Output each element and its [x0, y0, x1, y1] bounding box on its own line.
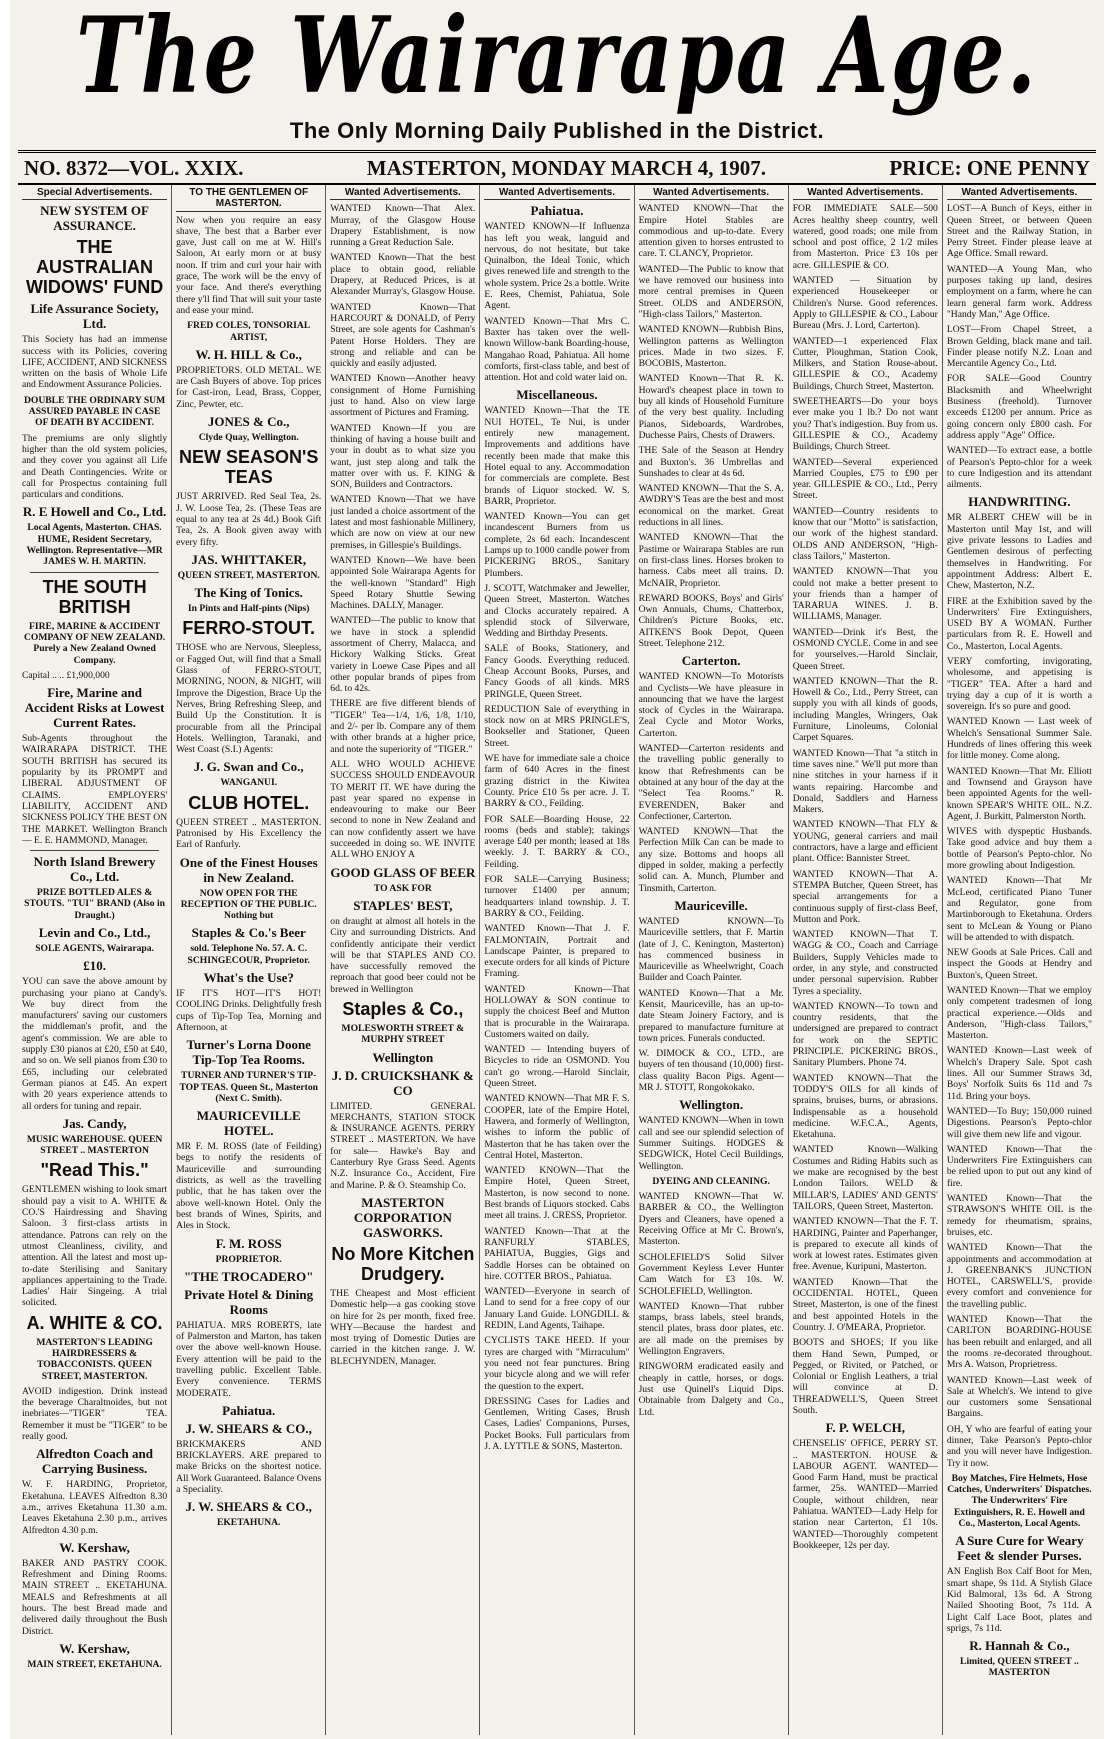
ad-text: WANTED KNOWN—When in town call and see our splendid selection of Summer Suitings. HODGES & SEDGWICK, Hotel Cecil Buildings, Wellington. — [638, 1115, 784, 1172]
ad-text: WANTED KNOWN—That the S. A. AWDRY'S Teas are the best and most economical on the market. Great reductions in all lines. — [638, 483, 784, 529]
ad-text: THE Cheapest and Most efficient Domestic help—a gas cooking stove on hire for 2s per month, fixed free. WHY—Because the hardest and most trying of Domestic Duties are carried in the kitchen range. J. W. BLECHYNDEN, Manager. — [330, 1287, 476, 1367]
ad-text: WANTED—To Buy; 150,000 ruined Digestions. Pearson's Pepto-chlor will give them new life and vigour. — [946, 1105, 1092, 1140]
ad-heading: A. WHITE & CO. — [26, 1312, 163, 1333]
ad-heading: Alfredton Coach and Carrying Business. — [36, 1446, 153, 1477]
ad-text: WANTED Known—That HOLLOWAY & SON continue to supply the choicest Beef and Mutton that is procurable in the Wairarapa. Customers waited on daily. — [484, 983, 630, 1040]
ad-heading: Jas. Candy, — [62, 1115, 127, 1131]
ad-text: MASTERTON'S LEADING HAIRDRESSERS & TOBACCONISTS. QUEEN STREET, MASTERTON. — [36, 1336, 153, 1382]
ad-text: WANTED KNOWN—That the R. Howell & Co., Ltd., Perry Street, can supply you with all kinds of goods, including Mangles, Wringers, Oak Furniture, Linoleums, Colonial Carpet Squares. — [792, 675, 938, 744]
ad-text: SOLE AGENTS, Wairarapa. — [35, 942, 154, 954]
ad-heading: Staples & Co., — [342, 999, 464, 1019]
divider — [30, 572, 159, 573]
ad-text: Local Agents, Masterton. CHAS. HUME, Resident Secretary, Wellington. Representative—MR JAMES W. H. MARTIN. — [26, 522, 163, 568]
ad-text: WANTED KNOWN—Rubbish Bins, Wellington patterns as Wellington prices. Made in two sizes. F. BOCOBIS, Masterton. — [638, 324, 784, 370]
ad-text: WANTED—The Public to know that we have removed our business into more central premises in Queen Street. OLDS and ANDERSON, "High-class Tailors," Masterton. — [638, 263, 784, 320]
ad-text: WANTED — Situation by experienced Housekeeper or Children's Nurse. Good references. Apply to GILLESPIE & CO., Labour Bureau (Mrs. J. Lord, Carterton). — [792, 275, 938, 332]
ad-text: FOR SALE—Boarding House, 22 rooms (beds and stable); takings average £40 per month; leased at 18s weekly. J. T. BARRY & CO., Feilding. — [484, 813, 630, 870]
ad-text: QUEEN STREET, MASTERTON. — [177, 569, 320, 581]
ad-text: REDUCTION Sale of everything in stock now on at MRS PRINGLE'S, Bookseller and Stationer, Queen Street. — [484, 703, 630, 749]
ad-heading: W. Kershaw, — [59, 1539, 130, 1555]
ad-text: AVOID indigestion. Drink instead the beverage Charaltnoides, but not inebriates—"TIGER" TEA. Remember it must be "TIGER" to be really good. — [22, 1385, 168, 1443]
ad-heading: R. Hannah & Co., — [969, 1638, 1070, 1654]
ad-text: WANTED KNOWN—That FLY & YOUNG, general carriers and mail contractors, have a large and efficient plant. Office: Bannister Street. — [792, 819, 938, 865]
column-5 — [635, 185, 789, 1735]
ad-text: CYCLISTS TAKE HEED. If your tyres are charged with "Mirraculum" you need not fear punctures. Bring your bicycle along and we will refer the question to the expert. — [484, 1335, 630, 1392]
ad-heading: NEW SEASON'S TEAS — [179, 447, 319, 488]
ad-text: WANTED—To extract ease, a bottle of Pearson's Pepto-chlor for a week to cure Indigestion and its attendant ailments. — [946, 445, 1092, 491]
ad-text: PAHIATUA. MRS ROBERTS, late of Palmerston and Marton, has taken over the above well-known House. Every attention will be paid to the travelling public. Excellent Table. Every convenience. TERMS MODERATE. — [176, 1319, 322, 1399]
ad-text: GENTLEMEN wishing to look smart should pay a visit to A. WHITE & CO.'S Hairdressing and Shaving Saloon. 3 first-class artists in attendance. Patrons can rely on the utmost Cleanliness, civility, and attention. All the latest and most up-to-date Sterilising and Sanitary appliances appertaining to the Trade. Ladies' Hair Singeing. A trial solicited. — [22, 1184, 168, 1309]
column-6 — [789, 185, 943, 1735]
ad-text: MAIN STREET, EKETAHUNA. — [27, 1658, 162, 1670]
ad-heading: Life Assurance Society, Ltd. — [30, 301, 159, 332]
ad-text: WANTED KNOWN—That the Empire Hotel Stables are commodious and up-to-date. Every attention given to horses entrusted to care. T. CLANCY, Proprietor. — [638, 203, 784, 260]
ad-text: VERY comforting, invigorating, wholesome, and appetising is "TIGER" TEA. After a hard and trying day a cup of it is worth a sovereign. It's so pure and good. — [946, 655, 1092, 713]
ad-text: WANTED Known—That Mr McLeod, certificated Piano Tuner and Regulator, gone from Martinborough to Eketahuna. Orders sent to McLean & Young or Piano will be attended to with dispatch. — [946, 875, 1092, 943]
ad-text: WANTED Known—That the STRAWSON'S WHITE OIL is the remedy for rheumatism, sprains, bruises, etc. — [946, 1193, 1092, 1238]
ad-text: WANTED KNOWN—To Mauriceville settlers, that F. Martin (late of J. C. Kenington, Masterton) has commenced business in Mauriceville as Wheelwright, Coach Builder and Coach Painter. — [638, 915, 784, 984]
section-header: Wanted Advertisements. — [793, 187, 938, 200]
issue-price: PRICE: ONE PENNY — [889, 155, 1090, 180]
ad-text: MR F. M. ROSS (late of Feilding) begs to notify the residents of Mauriceville and surrounding districts, as well as the travelling public, that he has taken over the above well-known Hotel. Only the best brands of Wines, Spirits, and Ales in Stock. — [176, 1141, 322, 1232]
ad-text: WANTED Known—That we have just landed a choice assortment of the latest and most fashionable Millinery, which are now on view at our new premises, in Gillespie's Buildings. — [330, 494, 476, 551]
ad-heading: North Island Brewery Co., Ltd. — [33, 854, 156, 885]
ad-text: Capital .. .. £1,900,000 — [22, 669, 110, 681]
ad-text: W. F. HARDING, Proprietor, Eketahuna. LEAVES Alfredton 8.30 a.m., arrives Eketahuna 11.30 a.m. Leaves Eketahuna 2.30 p.m., arrives Alfredton 4.30 p.m. — [22, 1479, 168, 1536]
ad-text: WANTED Known—That HARCOURT & DONALD, of Perry Street, are sole agents for Cashman's Patent Horse Holders. They are strong and reliable and can be quickly and easily adjusted. — [330, 301, 476, 370]
ad-text: WANTED Known—That a Mr. Kensit, Mauriceville, has an up-to-date Steam Joinery Factory, and is prepared to manufacture furniture at town prices. Funerals conducted. — [638, 987, 784, 1044]
newspaper-page — [10, 0, 1104, 1739]
ad-heading: Staples & Co.'s Beer — [191, 925, 306, 941]
section-header: TO THE GENTLEMEN OF MASTERTON. — [176, 187, 321, 212]
ad-text: IF IT'S HOT—IT'S HOT! COOLING Drinks. Delightfully fresh cups of Tip-Top Tea, Morning and Afternoon, at — [176, 988, 322, 1033]
ad-heading: J. D. CRUICKSHANK & CO — [331, 1067, 474, 1098]
ad-heading: W. Kershaw, — [59, 1640, 130, 1656]
ad-heading: F. M. ROSS — [215, 1235, 282, 1251]
ad-text: LOST—A Bunch of Keys, either in Queen Street, or between Queen Street and the Railway Station, in Perry Street. Finder please leave at Age Office. Small reward. — [946, 203, 1092, 260]
ad-text: RINGWORM eradicated easily and cheaply in cattle, horses, or dogs. Just use Quinell's Liquid Dips. Obtainable from Dalgety and Co., Ltd. — [638, 1361, 784, 1418]
section-header: Wanted Advertisements. — [639, 187, 784, 200]
ad-heading: Turner's Lorna Doone Tip-Top Tea Rooms. — [186, 1037, 311, 1068]
ad-text: WANTED KNOWN—That the Perfection Milk Can can be made to any size. Bottoms and hoops all dipped in solder, making a perfectly solid can. A. Munch, Plumber and Tinsmith, Carterton. — [638, 826, 784, 894]
ad-heading: Pahiatua. — [222, 1402, 276, 1418]
ad-text: FRED COLES, TONSORIAL ARTIST, — [187, 320, 311, 343]
ad-text: Clyde Quay, Wellington. — [198, 432, 299, 444]
ad-text: WANTED — Intending buyers of Bicycles to ride an OSMOND. You can't go wrong.—Harold Sinclair, Queen Street. — [484, 1044, 630, 1090]
ad-text: NEW Goods at Sale Prices. Call and inspect the Goods at Hendry and Buxton's, Queen Street. — [946, 947, 1092, 981]
ad-text: Sub-Agents throughout the WAIRARAPA DISTRICT. THE SOUTH BRITISH has secured its popularity by its PROMPT and LIBERAL ADJUSTMENT OF CLAIMS. EMPLOYERS' LIABILITY, ACCIDENT AND SICKNESS POLICY THE BEST ON THE MARKET. Wellington Branch— E. E. HAMMOND, Manager. — [22, 733, 168, 846]
ad-heading: "THE TROCADERO" — [184, 1268, 314, 1284]
ad-text: DRESSING Cases for Ladies and Gentlemen, Writing Cases, Brush Cases, Ladies' Companions, Purses, Pocket Books. Full particulars from J. A. LYTTLE & SONS, Masterton. — [484, 1395, 630, 1452]
ad-text: CHENSELIS' OFFICE, PERRY ST. .. MASTERTON. HOUSE & LABOUR AGENT. WANTED—Good Farm Hand, must be practical farmer, 25s. WANTED—Married Couple, without children, near Pahiatua. WANTED—Lady Help for station near Carterton, £1 10s. WANTED—Thoroughly competent Bookkeeper, 12s per day. — [792, 1438, 938, 1551]
column-2 — [172, 185, 326, 1735]
ad-text: In Pints and Half-pints (Nips) — [187, 603, 310, 615]
ad-text: FOR IMMEDIATE SALE—500 Acres healthy sheep country, well watered, good roads; one mile from school and post office, 2 1/2 miles from Masterton. Price £3 10s per acre. GILLESPIE & CO. — [792, 203, 938, 271]
ad-text: WANTED—The public to know that we have in stock a splendid assortment of Cherry, Malacca, and Hickory Walking Sticks. Great variety in Loewe Case Pipes and all other popular brands of pipes from 6d. to 42s. — [330, 615, 476, 695]
ad-text: SWEETHEARTS—Do your boys ever make you 1 lb.? Do not want you? That's indigestion. Buy from us. GILLESPIE & CO., Academy Buildings, Church Street. — [792, 396, 938, 453]
ad-text: WIVES with dyspeptic Husbands. Take good advice and buy them a bottle of Pearson's Pepto-chlor. No more growling about Indigestion. — [946, 826, 1092, 872]
ad-text: FOR SALE—Carrying Business; turnover £1400 per annum; headquarters inland township. J. T. BARRY & CO., Feilding. — [484, 874, 630, 919]
ad-text: DYEING AND CLEANING. — [652, 1175, 770, 1187]
ad-text: WANTED Known — Last week of Whelch's Sensational Summer Sale. Hundreds of lines offering this week for little money. Come along. — [946, 716, 1092, 762]
ad-text: WANTED KNOWN—That the F. T. HARDING, Painter and Paperhanger, is prepared to execute all kinds of work at lowest rates. Estimates given free. Avenue, Kuripuni, Masterton. — [792, 1216, 938, 1273]
ad-heading: £10. — [83, 958, 106, 974]
ad-heading: Miscellaneous. — [516, 387, 598, 403]
ad-text: LIMITED. GENERAL MERCHANTS, STATION STOCK & INSURANCE AGENTS. PERRY STREET .. MASTERTON. We have for sale— Hawke's Bay and Canterbury Rye Grass Seed. Agents N.Z. Insurance Co., Accident, Fire and Marine. P. & O. Steamship Co. — [330, 1100, 476, 1191]
column-7 — [943, 185, 1096, 1735]
ad-text: WANTED Known—That "a stitch in time saves nine." We'll put more than nine stitches in your harness if it wants repairing. Harcombe and Donald, Saddlers and Harness Makers. — [792, 747, 938, 816]
ad-text: ALL WHO WOULD ACHIEVE SUCCESS SHOULD ENDEAVOUR TO MERIT IT. WE have during the past year spared no expense in endeavouring to make our Beer second to none in New Zealand and can now confidently assert we have succeeded in doing so. WE INVITE ALL WHO ENJOY A — [330, 758, 476, 861]
ad-text: OH, Y who are fearful of eating your dinner, Take Pearson's Pepto-chlor and you will never have Indigestion. Try it now. — [946, 1423, 1092, 1469]
ad-text: WE have for immediate sale a choice farm of 640 Acres in the finest grazing district in the Kiwitea County. Price £10 5s per acre. J. T. BARRY & CO., Feilding. — [484, 753, 630, 810]
ad-heading: One of the Finest Houses in New Zealand. — [179, 854, 318, 885]
ad-text: J. SCOTT, Watchmaker and Jeweller, Queen Street, Masterton. Watches and Clocks accurately repaired. A splendid stock of Silverware, Wedding and Birthday Presents. — [484, 582, 630, 640]
ad-heading: CLUB HOTEL. — [188, 792, 310, 813]
column-1 — [18, 185, 172, 1735]
divider — [30, 850, 159, 851]
ad-text: SALE of Books, Stationery, and Fancy Goods. Everything reduced. Cheap Account Books, Purses, and Fancy Goods of all kinds. MRS PRINGLE, Queen Street. — [484, 643, 630, 700]
ad-heading: "Read This." — [40, 1160, 149, 1181]
ad-text: THERE are five different blends of "TIGER" Tea—1/4, 1/6, 1/8, 1/10, and 2/- per lb. Compare any of them with other brands at a higher price, and note the superiority of "TIGER." — [330, 698, 476, 755]
ad-heading: J. W. SHEARS & CO., — [185, 1420, 312, 1436]
masthead-tagline: The Only Morning Daily Published in the District. — [289, 118, 825, 143]
ad-text: WANTED Known—Last week of Whelch's Drapery Sale. Spot cash lines. All our Summer Straws 3d, Boys' Norfolk Suits 6s 11d and 7s 11d. Bring your boys. — [946, 1045, 1092, 1102]
ad-text: THE Sale of the Season at Hendry and Buxton's. 36 Umbrellas and Sunshades to clear at 4s 6d. — [638, 445, 784, 479]
ad-heading: THE AUSTRALIAN WIDOWS' FUND — [25, 237, 164, 298]
ad-text: WANTED KNOWN—That you could not make a better present to your friends than a hamper of TARARUA WINES. J. B. WILLIAMS, Manager. — [792, 566, 938, 623]
ad-text: FIRE, MARINE & ACCIDENT COMPANY OF NEW ZEALAND. Purely a New Zealand Owned Company. — [23, 620, 166, 666]
ad-heading: GOOD GLASS OF BEER — [330, 864, 476, 880]
ad-text: WANTED KNOWN—To Motorists and Cyclists—We have pleasure in announcing that we have the largest stock of Cycles in the Wairarapa. Zeal Cycle and Motor Works, Carterton. — [638, 671, 784, 739]
ad-heading: THE SOUTH BRITISH — [42, 576, 147, 617]
ad-text: WANTED Known—You can get incandescent Burners from us complete, 2s 6d each. Incandescent Lamps up to 1000 candle power from PICKERING BROS., Sanitary Plumbers. — [484, 511, 630, 579]
ad-text: WANTED Known—That Mr. Elliott and Townsend and Grayson have been appointed Agents for the well-known SPEAR'S WHITE OIL. N.Z. Agent, J. Burkitt, Palmerston North. — [946, 765, 1092, 822]
ad-text: TURNER AND TURNER'S TIP-TOP TEAS. Queen St., Masterton (Next C. Smith). — [179, 1070, 318, 1104]
ad-text: BRICKMAKERS AND BRICKLAYERS. ARE prepared to make Bricks on the shortest notice. All Work Guaranteed. Balance Ovens a Speciality. — [176, 1438, 322, 1496]
ad-heading: HANDWRITING. — [968, 494, 1071, 510]
ad-heading: FERRO-STOUT. — [182, 618, 316, 639]
section-header: Special Advertisements. — [22, 187, 167, 200]
ad-text: WANTED Known—If you are thinking of having a house built and your in doubt as to what size you want, just step along and talk the matter over with us. F. KING & SON, Builders and Contractors. — [330, 422, 476, 491]
ad-text: WANTED—Country residents to know that our "Motto" is satisfaction, our work of the highest standard. OLDS AND ANDERSON, "High-class Tailors," Masterton. — [792, 505, 938, 562]
ad-text: Boy Matches, Fire Helmets, Hose Catches, Underwriters' Dispatches. The Underwriters' Fire Extinguishers, R. E. Howell and Co., Masterton, Local Agents. — [947, 1472, 1092, 1530]
ad-text: WANGANUI. — [220, 777, 278, 789]
ad-text: EKETAHUNA. — [216, 1517, 281, 1529]
ad-text: WANTED Known—That Mrs C. Baxter has taken over the well-known Willow-bank Boarding-house, Mangahao Road, Pahiatua. All home comforts, first-class table, and best of attention. Hot and cold water laid on. — [484, 315, 630, 384]
ad-text: DOUBLE THE ORDINARY SUM ASSURED PAYABLE IN CASE OF DEATH BY ACCIDENT. — [23, 394, 166, 429]
ad-heading: R. E Howell and Co., Ltd. — [22, 504, 167, 520]
ad-text: JUST ARRIVED. Red Seal Tea, 2s. J. W. Loose Tea, 2s. (These Teas are equal to any tea at 2s 4d.) Book Gift Tea, 2s. A Book given away with every fifty. — [176, 491, 322, 548]
ad-text: WANTED KNOWN—If Influenza has left you weak, languid and nervous, do not hesitate, but take Quinalbon, the Ideal Tonic, which gives renewed life and strength to the whole system. Price 2s a bottle. Write E. Rees, Chemist, Pahiatua, Sole Agent. — [484, 221, 630, 312]
ad-text: The premiums are only slightly higher than the old system policies, and they cover you against all Life and Death Contingencies. Write or call for Prospectus containing full particulars and conditions. — [22, 432, 168, 501]
section-header: Wanted Advertisements. — [484, 187, 629, 200]
ad-heading: W. H. HILL & Co., — [195, 346, 302, 362]
ad-heading: Mauriceville. — [674, 897, 748, 913]
ad-text: WANTED KNOWN—That the Pastime or Wairarapa Stables are run on first-class lines. Horses broken to harness. Cabs meet all trains. D. McNAIR, Proprietor. — [638, 532, 784, 589]
ad-heading: F. P. WELCH, — [825, 1420, 905, 1436]
ad-text: WANTED Known—Walking Costumes and Riding Habits such as we make are recognised by the best London Tailors. WELD & MILLAR'S, LADIES' AND GENTS' TAILORS, Queen Street, Masterton. — [792, 1144, 938, 1212]
ad-text: WANTED Known—That at the RANFURLY STABLES, PAHIATUA, Buggies, Gigs and Saddle Horses can be obtained on hire. COTTER BROS., Pahiatua. — [484, 1225, 630, 1282]
section-header: Wanted Advertisements. — [947, 187, 1092, 200]
ad-text: WANTED Known—Last week of Sale at Whelch's. We intend to give our customers some Sensational Bargains. — [946, 1374, 1092, 1420]
ad-text: LOST—From Chapel Street, a Brown Gelding, black mane and tail. Finder please notify N.Z. Loan and Mercantile Agency Co., Ltd. — [946, 324, 1092, 370]
ad-text: WANTED—Carterton residents and the travelling public generally to know that Refreshments can be obtained at any hour of the day at the "Select Tea Rooms." R. EVERENDEN, Baker and Confectioner, Carterton. — [638, 743, 784, 822]
ad-text: This Society has had an immense success with its Policies, covering LIFE, ACCIDENT, AND SICKNESS written on the basis of Whole Life and Endowment Assurance Policies. — [22, 334, 168, 391]
ad-heading: Wellington — [372, 1049, 434, 1065]
ad-text: WANTED Known—That we employ only competent tradesmen of long practical experience.—Olds and Anderson, "High-class Tailors," Masterton. — [946, 985, 1092, 1042]
ad-text: WANTED Known—That the OCCIDENTAL HOTEL, Queen Street, Masterton, is one of the finest and best appointed Hotels in the Country. J. O'MEARA, Proprietor. — [792, 1276, 938, 1333]
ad-text: WANTED Known—That the best place to obtain good, reliable Drapery, at Reduced Prices, is at Alexander Murray's, Glasgow House. — [330, 252, 476, 298]
ad-text: WANTED Known—That the appointments and accommodation at J. GREENBANK'S JUNCTION HOTEL, CARSWELL'S, provide every comfort and convenience for the travelling public. — [946, 1242, 1092, 1310]
ad-text: PROPRIETOR. — [215, 1253, 282, 1265]
ad-text: WANTED Known—That the CARLTON BOARDING-HOUSE has been rebuilt and enlarged, and all the rooms re-decorated throughout. Mrs A. Watson, Proprietress. — [946, 1314, 1092, 1371]
ad-text: MUSIC WAREHOUSE. QUEEN STREET .. MASTERTON — [26, 1133, 163, 1157]
column-4 — [480, 185, 634, 1735]
ad-text: WANTED—Everyone in search of Land to send for a free copy of our January Land Guide. LONGDILL & REDIN, Land Agents, Taihape. — [484, 1286, 630, 1332]
ad-text: FOR SALE—Good Country Blacksmith and Wheelwright Business (freehold). Turnover exceeds £1200 per annum. Price as going concern only £800 cash. For address apply "Age" Office. — [946, 373, 1092, 441]
ad-heading: J. W. SHEARS & CO., — [185, 1499, 312, 1515]
ad-text: WANTED Known—Another heavy consignment of Home Furnishing just to hand. Also on view large assortment of Pictures and Framing. — [330, 373, 476, 419]
ad-text: TO ASK FOR — [373, 882, 432, 894]
ad-heading: MASTERTON CORPORATION GASWORKS. — [353, 1194, 452, 1240]
ad-heading: STAPLES' BEST, — [353, 897, 453, 913]
ad-text: FIRE at the Exhibition saved by the Underwriters' Fire Extinguishers, USED BY A WOMAN. Further particulars from R. E. Howell and Co., Masterton, Local Agents. — [946, 595, 1092, 652]
ad-heading: Carterton. — [681, 653, 741, 669]
ad-text: Limited, QUEEN STREET .. MASTERTON — [960, 1656, 1079, 1679]
ad-heading: What's the Use? — [203, 970, 294, 986]
ad-text: on draught at almost all hotels in the City and surrounding Districts. And confidently anticipate their verdict will be that STAPLES AND CO. have successfully removed the reproach that good beer could not be brewed in Wellington — [330, 915, 476, 995]
ad-text: WANTED Known—That Alex. Murray, of the Glasgow House Drapery Establishment, is now running a Great Reduction Sale. — [330, 203, 476, 249]
column-3 — [326, 185, 480, 1735]
ad-text: WANTED KNOWN—That T. WAGG & CO., Coach and Carriage Builders, Supply Vehicles made to order, in any style, and constructed under personal supervision. Rubber Tyres a speciality. — [792, 929, 938, 997]
ad-text: WANTED KNOWN—That the Empire Hotel, Queen Street, Masterton, is now second to none. Best brands of Liquors stocked. Cabs meet all trains. J. CRESS, Proprietor. — [484, 1165, 630, 1222]
ad-text: W. DIMOCK & CO., LTD., are buyers of ten thousand (10,000) first-class quality Bacon Pigs. Agent—MR J. STOTT, Rongokokako. — [638, 1048, 784, 1094]
ad-text: SCHOLEFIELD'S Solid Silver Government Keyless Lever Hunter Cam Watch for £3 10s. W. SCHOLEFIELD, Wellington. — [638, 1251, 784, 1297]
ad-text: THOSE who are Nervous, Sleepless, or Fagged Out, will find that a Small Glass of FERRO-STOUT, MORNING, NOON, & NIGHT, will Improve the Digestion, Brace Up the Nerves, Bring Refreshing Sleep, and Build Up the Constitution. It is procurable from all the Principal Hotels. Wellington, Taranaki, and West Coast (S.I.) Agents: — [176, 642, 322, 756]
ad-text: MOLESWORTH STREET & MURPHY STREET — [341, 1023, 465, 1046]
ad-text: MR ALBERT CHEW will be in Masterton until May 1st, and will give private lessons to Ladies and Gentlemen desirous of perfecting themselves in Handwriting. For appointment Address: Albert E. Chew, Masterton, N.Z. — [946, 512, 1092, 592]
ad-text: WANTED Known—We have been appointed Sole Wairarapa Agents for the well-known "Standard" High Speed Rotary Shuttle Sewing Machines. DALLY, Manager. — [330, 554, 476, 612]
ad-text: WANTED—Several experienced Married Couples, £75 to £90 per year. GILLESPIE & CO., Ltd., Perry Street. — [792, 456, 938, 502]
ad-heading: Wellington. — [679, 1097, 744, 1113]
ad-text: WANTED KNOWN—That MR F. S. COOPER, late of the Empire Hotel, Hawera, and formerly of Wellington, wishes to inform the public of Masterton that he has taken over the Central Hotel, Masterton. — [484, 1093, 630, 1161]
ad-text: YOU can save the above amount by purchasing your piano at Candy's. We buy direct from the manufacturers' saving our customers the middleman's profit, and the agent's commission. We are able to supply £30 pianos at £20, £50 at £40, and so on. We sell pianos from £30 to £65, including our celebrated German pianos at £45. An expert with 20 years experience attends to all orders for tuning and repair. — [22, 976, 168, 1112]
ad-text: WANTED KNOWN—That A. STEMPA Butcher, Queen Street, has special arrangements for a continuous supply of first-class Beef, Mutton and Pork. — [792, 868, 938, 925]
ad-text: NOW OPEN FOR THE RECEPTION OF THE PUBLIC. Nothing but — [180, 887, 317, 922]
ad-text: WANTED Known—That R. K. Howard's cheapest place in town to buy all kinds of Household Furniture of the very best quality. Including Pianos, Sideboards, Wardrobes, Duchesse Pairs, Chests of Drawers. — [638, 373, 784, 441]
issue-date: MASTERTON, MONDAY MARCH 4, 1907. — [366, 155, 767, 180]
ad-text: QUEEN STREET .. MASTERTON. Patronised by His Excellency the Earl of Ranfurly. — [176, 816, 322, 851]
ad-heading: Private Hotel & Dining Rooms — [184, 1286, 314, 1317]
ad-heading: Levin and Co., Ltd., — [38, 924, 151, 940]
ad-heading: NEW SYSTEM OF ASSURANCE. — [40, 203, 149, 234]
ad-text: WANTED—1 experienced Flax Cutter, Ploughman, Station Cook, Milkers, and Station Rouse-about. GILLESPIE & CO., Academy Buildings, Church Street, Masterton. — [792, 335, 938, 392]
ad-text: WANTED KNOWN—To town and country residents, that the undersigned are prepared to contract for work on the SEPTIC PRINCIPLE. PICKERING BROS., Sanitary Plumbers. Phone 74. — [792, 1000, 938, 1069]
ad-text: sold. Telephone No. 57. A. C. SCHINGECOUR, Proprietor. — [187, 943, 310, 966]
ad-text: WANTED Known—That the Underwriters Fire Extinguishers can be relied upon to put out any kind of fire. — [946, 1143, 1092, 1189]
columns — [18, 185, 1096, 1735]
ad-text: WANTED—A Young Man, who purposes taking up land, desires employment on a farm, where he can learn general farm work. Address "Handy Man," Age Office. — [946, 263, 1092, 320]
ad-heading: JONES & Co., — [207, 414, 290, 430]
ad-heading: J. G. Swan and Co., — [193, 759, 304, 775]
ad-text: WANTED Known—That rubber stamps, brass labels, steel brands, stencil plates, brass door plates, etc. are all made on the premises by Wellington Engravers. — [638, 1300, 784, 1358]
ad-text: WANTED Known—That J. F. FALMONTAIN, Portrait and Landscape Painter, is prepared to execute orders for all kinds of Picture Framing. — [484, 923, 630, 980]
ad-text: REWARD BOOKS, Boys' and Girls' Own Annuals, Chums, Chatterbox, Children's Picture Books, etc. AITKEN'S Book Depot, Queen Street. Telephone 212. — [638, 592, 784, 649]
ad-heading: JAS. WHITTAKER, — [191, 551, 307, 567]
ad-text: PROPRIETORS. OLD METAL. WE are Cash Buyers of above. Top prices for Cast-iron, Lead, Brass, Copper, Zinc, Pewter, etc. — [176, 364, 322, 410]
ad-text: WANTED—Drink it's Best, the OSMOND CYCLE. Come in and see for yourselves.—Harold Sinclair, Queen Street. — [792, 626, 938, 672]
ad-heading: The King of Tonics. — [194, 585, 303, 601]
issue-number: NO. 8372—VOL. XXIX. — [24, 155, 244, 180]
ad-text: AN English Box Calf Boot for Men, smart shape, 9s 11d. A Stylish Glace Kid Balmoral, 13s 6d. A Strong Nailed Shooting Boot, 7s 11d. A Light Calf Lace Boot, plates and sprigs, 7s 11d. — [946, 1566, 1092, 1634]
ad-heading: Pahiatua. — [530, 203, 584, 219]
ad-text: BAKER AND PASTRY COOK. Refreshment and Dining Rooms. MAIN STREET .. EKETAHUNA. MEALS and Refreshments at all hours. The best Bread made and delivered daily throughout the Bush District. — [22, 1557, 168, 1637]
ad-text: BOOTS and SHOES; If you like them Hand Sewn, Pumped, or Pegged, or Rivited, or Patched, or Colonial or English Leathers, a trial will convince at D. THREADWELL'S, Queen Street South. — [792, 1337, 938, 1416]
ad-heading: No More Kitchen Drudgery. — [331, 1243, 475, 1284]
ad-text: Now when you require an easy shave, The best that a Barber ever gave, Just call on me at W. Hill's Saloon, At early morn or at busy noon. If trim and curl your hair with grace, The work will be the envy of your face. And there's everything there y'll find That will suit your taste and ease your mind. — [176, 214, 322, 316]
ad-text: WANTED KNOWN—That the TODDY'S OILS for all kinds of sprains, bruises, burns, or abrasions. Indispensable as a household medicine. W.F.C.A., Agents, Eketahuna. — [792, 1072, 938, 1141]
section-header: Wanted Advertisements. — [330, 187, 475, 200]
dateline — [18, 150, 1096, 185]
ad-heading: MAURICEVILLE HOTEL. — [196, 1108, 301, 1139]
ad-text: PRIZE BOTTLED ALES & STOUTS. "TUI" BRAND (Also in Draught.) — [24, 887, 165, 921]
masthead-title: The Wairarapa Age. — [75, 0, 1038, 117]
ad-heading: A Sure Cure for Weary Feet & slender Purses. — [955, 1533, 1084, 1564]
ad-text: WANTED KNOWN—That W. BARBER & CO., the Wellington Dyers and Cleaners, have opened a Receiving Office at Mr C. Brown's, Masterton. — [638, 1191, 784, 1248]
ad-heading: Fire, Marine and Accident Risks at Lowest Current Rates. — [24, 685, 165, 731]
ad-text: WANTED Known—That the TE NUI HOTEL, Te Nui, is under entirely new management. Improvements and additions have recently been made that make this Hotel equal to any. Accommodation for commercials are complete. Best brands of Liquor stocked. W. S. BARR, Proprietor. — [484, 405, 630, 507]
